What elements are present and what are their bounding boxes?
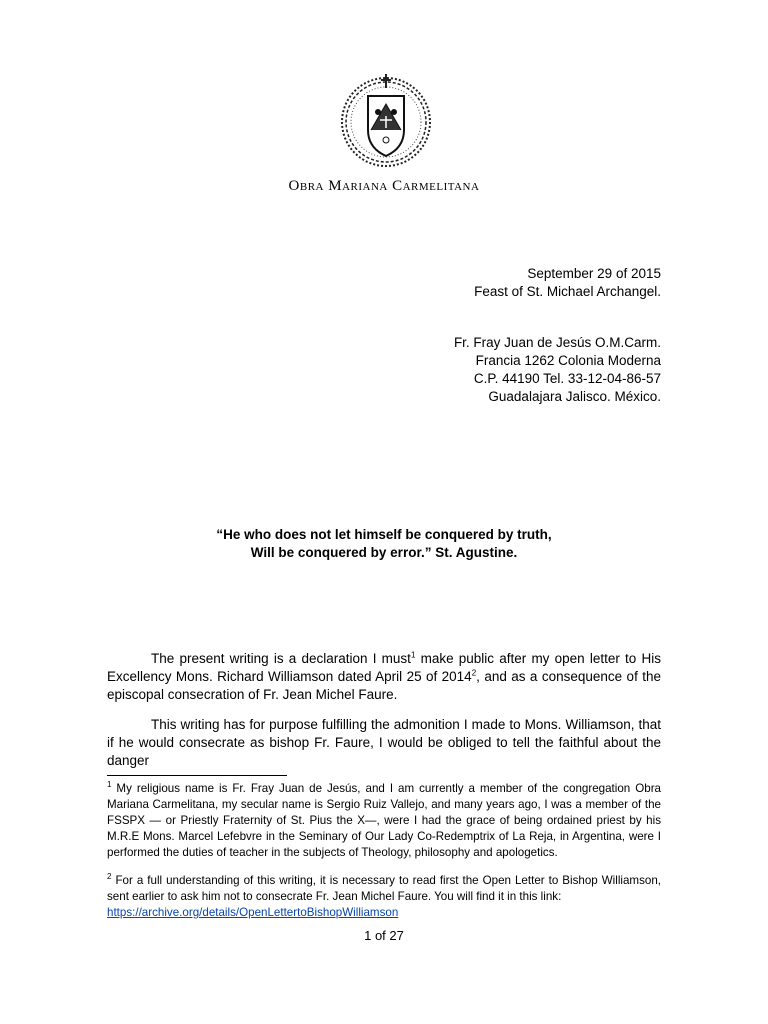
paragraph: This writing has for purpose fulfilling the admonition I made to Mons. Williamson, that if he would consecrate as bishop Fr. Faure, I would be obliged to tell the faithful about the danger bbox=[107, 717, 661, 768]
address-line: C.P. 44190 Tel. 33-12-04-86-57 bbox=[473, 371, 661, 386]
epigraph-quote bbox=[107, 526, 661, 562]
letter-date: September 29 of 2015 bbox=[527, 266, 661, 281]
footnotes bbox=[107, 781, 661, 933]
carmelite-seal-icon bbox=[338, 72, 434, 170]
footnote-text: For a full understanding of this writing, it is necessary to read first the Open Letter to Bishop Williamson, sent earlier to ask him not to consecrate Fr. Jean Michel Faure. You will find it in this link: bbox=[107, 874, 661, 903]
footnote-2 bbox=[107, 873, 661, 921]
page-number: 1 of 27 bbox=[364, 928, 404, 943]
feast-line: Feast of St. Michael Archangel. bbox=[474, 284, 661, 299]
quote-line-1: “He who does not let himself be conquered by truth, bbox=[216, 527, 552, 542]
footnote-number: 2 bbox=[107, 872, 112, 882]
footnote-ref[interactable]: 2 bbox=[471, 668, 477, 678]
footnote-number: 1 bbox=[107, 780, 112, 790]
quote-line-2: Will be conquered by error.” St. Agustine. bbox=[250, 545, 518, 560]
organization-name: Obra Mariana Carmelitana bbox=[288, 178, 480, 194]
footnote-divider bbox=[107, 775, 287, 776]
footnote-1 bbox=[107, 781, 661, 861]
archive-link[interactable]: https://archive.org/details/OpenLettertoBishopWilliamson bbox=[107, 906, 399, 919]
paragraph: The present writing is a declaration I must$^1$ make public after my open letter to His Excellency Mons. Richard Williamson dated April 25 of 2014$^2$, and as a consequence of the episcopal consecration of Fr. Jean Michel Faure. bbox=[107, 650, 661, 702]
footnote-ref[interactable]: 1 bbox=[410, 650, 416, 660]
footnote-text: My religious name is Fr. Fray Juan de Jesús, and I am currently a member of the congregation Obra Mariana Carmelitana, my secular name is Sergio Ruiz Vallejo, and many years ago, I was a member of the FSSPX — or Priestly Fraternity of St. Pius the X—, were I had the grace of being ordained priest by his M.R.E Mons. Marcel Lefebvre in the Seminary of Our Lady Co-Redemptrix of La Reja, in Argentina, were I performed the duties of teacher in the subjects of Theology, philosophy and apologetics. bbox=[107, 782, 661, 859]
letter-body bbox=[107, 650, 661, 782]
address-line: Francia 1262 Colonia Moderna bbox=[475, 353, 661, 368]
address-line: Fr. Fray Juan de Jesús O.M.Carm. bbox=[453, 335, 661, 350]
sender-address bbox=[454, 334, 661, 406]
address-line: Guadalajara Jalisco. México. bbox=[488, 389, 661, 404]
date-block bbox=[474, 265, 661, 301]
